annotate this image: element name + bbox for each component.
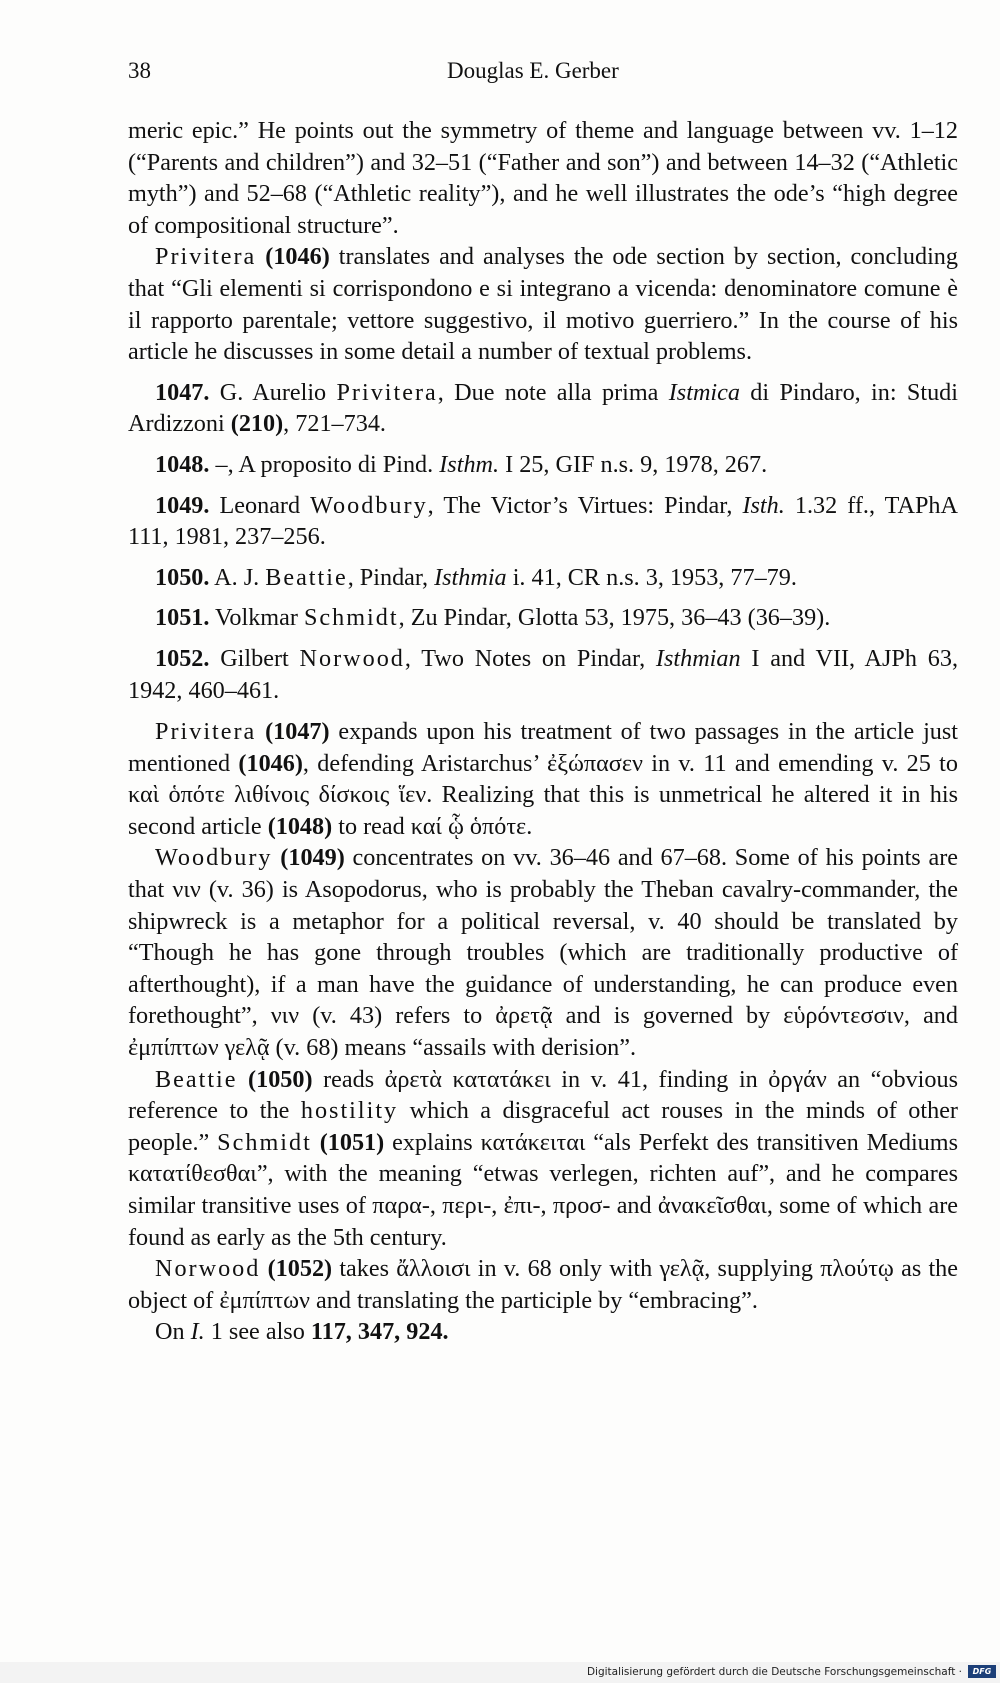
running-head — [128, 58, 958, 88]
entry-number: 1051. — [155, 604, 210, 632]
entry-number: 1052. — [155, 644, 210, 672]
body-text — [128, 115, 958, 1348]
entry-number: 1050. — [155, 563, 210, 591]
bib-entry-1051: 1051. Volkmar Schmidt, Zu Pindar, Glotta 53, 1975, 36–43 (36–39). — [155, 604, 831, 632]
bib-ref: 117, 347, 924. — [310, 1318, 449, 1346]
bib-ref: (1046) — [265, 243, 330, 271]
bib-ref: (1047) — [265, 718, 330, 746]
author-name: Woodbury — [310, 491, 428, 519]
author-name: Schmidt — [303, 604, 399, 632]
bib-entry-1048: 1048. –, A proposito di Pind. Isthm. I 25, GIF n.s. 9, 1978, 267. — [155, 450, 768, 478]
digitization-footer — [0, 1662, 1000, 1683]
entry-number: 1047. — [155, 378, 210, 406]
emphasis-text: hostility — [300, 1097, 399, 1125]
author-name: Norwood — [299, 644, 405, 672]
bib-ref: (1048) — [267, 812, 333, 840]
running-head-author: Douglas E. Gerber — [447, 58, 619, 83]
author-name: Privitera — [155, 718, 257, 746]
bib-ref: (1052) — [267, 1255, 333, 1283]
bib-entry-1049: 1049. Leonard Woodbury, The Victor’s Virtues: Pindar, Isth. 1.32 ff., TAPhA 111, 1981, 237–256. — [128, 491, 958, 551]
paragraph-privitera-1046: Privitera (1046) translates and analyses the ode section by section, concluding that “Gli elementi si corrispondono e si integrano a vicenda: denominatore comune è il rapporto parentale; vettore suggestivo, il motivo guerriero.” In the course of his article he discusses in some detail a number of textual problems. — [128, 243, 958, 366]
paragraph-beattie-schmidt: Beattie (1050) reads ἀρετὰ κατατάκει in v. 41, finding in ὀργάν an “obvious reference to the hostility which a disgraceful act rouses in the minds of other people.” Schmidt (1051) explains κατάκειται “als Perfekt des transitiven Mediums κατατίθεσθαι”, with the meaning “etwas verlegen, richten auf”, and he compares similar transitive uses of παρα-, περι-, ἐπι-, προσ- and ἀνακεῖσθαι, some of which are found as early as the 5th century. — [128, 1065, 959, 1251]
author-name: Privitera — [336, 378, 438, 406]
bib-ref: (210) — [230, 410, 284, 438]
bib-entry-1052: 1052. Gilbert Norwood, Two Notes on Pindar, Isthmian I and VII, AJPh 63, 1942, 460–461. — [128, 644, 958, 704]
author-name: Privitera — [155, 243, 257, 271]
paragraph-1: meric epic.” He points out the symmetry of theme and language between vv. 1–12 (“Parents and children”) and 32–51 (“Father and son”) and between 14–32 (“Athletic myth”) and 52–68 (“Athletic reality”), and he well illustrates the ode’s “high degree of compositional structure”. — [128, 117, 958, 239]
paragraph-norwood: Norwood (1052) takes ἄλλοισι in v. 68 only with γελᾷ, supplying πλούτῳ as the object of ἐμπίπτων and translating the participle by “embracing”. — [128, 1255, 959, 1314]
author-name: Schmidt — [217, 1128, 312, 1156]
paragraph-privitera-1047: Privitera (1047) expands upon his treatment of two passages in the article just mentioned (1046), defending Aristarchus’ ἐξώπασεν in v. 11 and emending v. 25 to καὶ ὁπότε λιθίνοις δίσκοις ἵεν. Realizing that this is unmetrical he altered it in his second article (1048) to read καί ᾧ ὁπότε. — [128, 718, 959, 840]
bib-entry-1047: 1047. G. Aurelio Privitera, Due note alla prima Istmica di Pindaro, in: Studi Ardizzoni (210), 721–734. — [128, 378, 958, 438]
bib-ref: (1049) — [280, 844, 345, 872]
entry-number: 1048. — [155, 450, 210, 478]
bib-ref: (1050) — [248, 1065, 313, 1093]
author-name: Woodbury — [155, 844, 273, 872]
entry-number: 1049. — [155, 491, 210, 519]
author-name: Norwood — [155, 1255, 261, 1283]
author-name: Beattie — [265, 563, 348, 591]
paragraph-woodbury: Woodbury (1049) concentrates on vv. 36–46 and 67–68. Some of his points are that νιν (v. 36) is Asopodorus, who is probably the Theban cavalry-commander, the shipwreck is a metaphor for a political reversal, v. 40 should be translated by “Though he has gone through troubles (which are traditionally productive of afterthought), if a man have the guidance of understanding, he can produce even forethought”, νιν (v. 43) refers to ἀρετᾷ and is governed by εὑρόντεσσιν, and ἐμπίπτων γελᾷ (v. 68) means “assails with derision”. — [128, 844, 959, 1062]
bib-ref: (1046) — [238, 749, 303, 777]
footer-credit: Digitalisierung gefördert durch die Deutsche Forschungsgemeinschaft · — [586, 1666, 962, 1678]
dfg-logo-icon: DFG — [968, 1665, 996, 1678]
bib-entry-1050: 1050. A. J. Beattie, Pindar, Isthmia i. 41, CR n.s. 3, 1953, 77–79. — [155, 563, 797, 591]
page-number: 38 — [128, 58, 151, 83]
author-name: Beattie — [155, 1065, 238, 1093]
paragraph-see-also: On I. 1 see also 117, 347, 924. — [155, 1318, 449, 1346]
bib-ref: (1051) — [319, 1128, 385, 1156]
